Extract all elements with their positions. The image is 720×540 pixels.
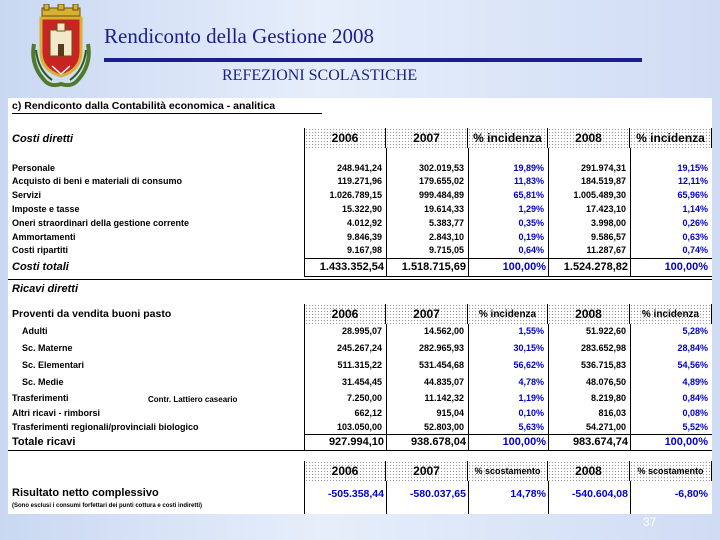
result-note: (Sono esclusi i consumi forfettari dei punti cottura e costi indiretti)	[12, 503, 203, 509]
result-col-2006: 2006	[304, 461, 386, 481]
costs-col-incidenza-2007: % incidenza	[468, 128, 548, 148]
col-divider	[304, 481, 305, 514]
result-col-2008: 2008	[548, 461, 630, 481]
col-divider	[468, 481, 469, 514]
page-subtitle: REFEZIONI SCOLASTICHE	[222, 67, 418, 84]
costs-bottom-rule	[304, 276, 712, 277]
revenues-col-2006: 2006	[304, 304, 386, 324]
col-divider	[468, 148, 469, 276]
col-divider	[630, 148, 631, 276]
col-divider	[386, 324, 387, 450]
costs-col-incidenza-2008: % incidenza	[630, 128, 712, 148]
col-divider	[548, 148, 549, 276]
costs-col-2007: 2007	[386, 128, 468, 148]
costs-section-label: Costi diretti	[12, 133, 74, 145]
page-title: Rendiconto della Gestione 2008	[104, 24, 375, 48]
heading-underline	[12, 113, 322, 114]
revenues-bottom-rule	[8, 450, 712, 451]
result-col-2007: 2007	[386, 461, 468, 481]
result-col-scostamento-2008: % scostamento	[630, 461, 712, 481]
revenues-subsection-label: Proventi da vendita buoni pasto	[12, 308, 172, 320]
col-divider	[468, 324, 469, 450]
page-number: 37	[643, 515, 657, 529]
title-divider	[104, 58, 642, 62]
sheet-heading: c) Rendiconto dalla Contabilità economica - analitica	[12, 100, 276, 112]
col-divider	[386, 481, 387, 514]
city-coat-of-arms	[28, 4, 94, 88]
section-divider	[8, 279, 712, 280]
revenues-total-rule	[304, 434, 712, 435]
revenues-section-label: Ricavi diretti	[12, 283, 79, 295]
col-divider	[630, 324, 631, 450]
revenues-col-2008: 2008	[548, 304, 630, 324]
revenues-col-incidenza-2007: % incidenza	[468, 304, 548, 324]
col-divider	[548, 324, 549, 450]
col-divider	[304, 148, 305, 276]
costs-col-2008: 2008	[548, 128, 630, 148]
revenues-col-incidenza-2008: % incidenza	[630, 304, 712, 324]
costs-col-2006: 2006	[304, 128, 386, 148]
col-divider	[386, 148, 387, 276]
result-col-scostamento-2007: % scostamento	[468, 461, 548, 481]
spreadsheet-table: c) Rendiconto dalla Contabilità economica - analitica Costi diretti 2006 2007 % incidenza 2008 % incidenza Personale 248.941,24 302.019,53 19,89% 291.974,31 19,15% Acquisto di beni e materiali di consumo 119.271,96 179.655,02 11,83% 184.519,87 12,11% Servizi 1.026.789,15 999.484,89 65,81% 1.005.489,30 65,96% Imposte e tasse 15.322,90 19.614,33 1,29% 17.423,10 1,14% Oneri straordinari della gestione corrente 4.012,92 5.383,77 0,35% 3.998,00 0,26% Ammortamenti 9.846,39 2.843,10 0,19% 9.586,57 0,63% Costi ripartiti 9.167,98 9.715,05 0,64% 11.287,67 0,74% Costi totali 1.433.352,54 1.518.715,69 100,00% 1.524.278,82 100,00% Ricavi diretti Proventi da vendita buoni pasto 2006 2007 % incidenza 2008 % incidenza Adulti 28.995,07 14.562,00 1,55% 51.922,60 5,28% Sc. Materne 245.267,24 282.965,93 30,15% 283.652,98 28,84% Sc. Elementari 511.315,22 531.454,68 56,62% 536.715,83 54,56% Sc. Medie 31.454,45 44.835,07 4,78% 48.076,50 4,89% Trasferimenti Contr. Lattiero caseario 7.250,00 11.142,32 1,19% 8.219,80 0,84% Altri ricavi - rimborsi 662,12 915,04 0,10% 816,03 0,08% Trasferimenti regionali/provinciali biologico 103.050,00 52.803,00 5,63% 54.271,00 5,52% Totale ricavi 927.994,10 938.678,04 100,00% 983.674,74 100,00% 2006 2007 % scostamento 2008 % scostamento Risultato netto complessivo (Sono esclusi i consumi forfettari dei punti cottura e costi indiretti) -505.358,44 -580.037,65 14,78% -540.604,08 -6,80%	[8, 98, 712, 514]
revenues-col-2007: 2007	[386, 304, 468, 324]
col-divider	[630, 481, 631, 514]
row-note: Contr. Lattiero caseario	[148, 395, 238, 404]
col-divider	[548, 481, 549, 514]
col-divider	[304, 324, 305, 450]
costs-total-rule	[304, 258, 712, 259]
